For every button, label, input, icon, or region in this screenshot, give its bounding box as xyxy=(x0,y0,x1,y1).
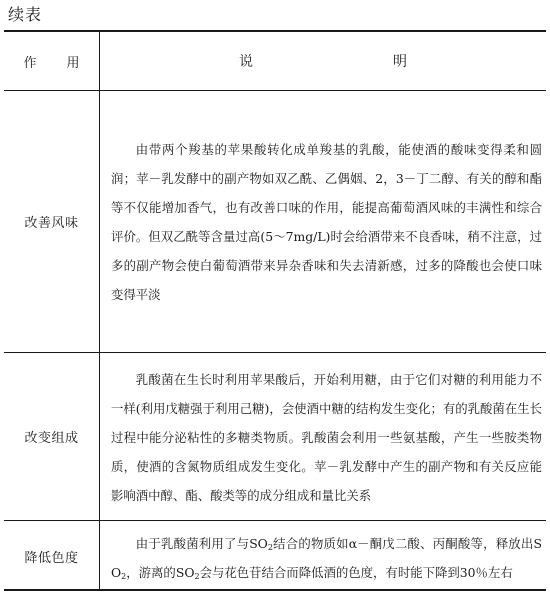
subscript: 2 xyxy=(194,572,200,581)
text-segment: ，游离的SO xyxy=(126,565,195,580)
row-label: 降低色度 xyxy=(24,550,79,566)
text-segment: 会与花色苷结合而降低酒的色度，有时能下降到30％左右 xyxy=(199,565,513,580)
subscript: 2 xyxy=(121,572,127,581)
row-description: 由带两个羧基的苹果酸转化成单羧基的乳酸，能使酒的酸味变得柔和圆润；苹－乳发酵中的副产物如双乙酰、乙偶姻、2，3－丁二醇、有关的醇和酯等不仅能增加香气，也有改善口味的作用，能提高葡萄酒风味的丰满性和综合评价。但双乙酰等含量过高(5～7mg/L)时会给酒带来不良香味，稍不注意，过多的副产物会使白葡萄酒带来异杂香味和失去清新感，过多的降酸也会使口味变得平淡 xyxy=(111,142,542,302)
text-segment: 结合的物质如α－酮戊二酸、丙酮酸等，释放出SO xyxy=(111,536,542,580)
data-table xyxy=(4,30,546,591)
table-row xyxy=(4,520,546,591)
row-label: 改善风味 xyxy=(24,216,79,231)
header-description-char-1: 说 xyxy=(239,54,253,70)
text-segment: 由于乳酸菌利用了与SO xyxy=(135,536,268,551)
header-function-char-1: 作 xyxy=(23,55,37,71)
table-row xyxy=(4,90,546,352)
row-description: 乳酸菌在生长时利用苹果酸后，开始利用糖，由于它们对糖的利用能力不一样(利用戊糖强于利用己糖)，会使酒中糖的结构发生变化；有的乳酸菌在生长过程中能分泌粘性的多糖类物质。乳酸菌会利用一些氨基酸，产生一些胺类物质，使酒的含氮物质组成发生变化。苹－乳发酵中产生的副产物和有关反应能影响酒中醇、酯、酸类等的成分组成和量比关系 xyxy=(111,372,542,503)
table-caption: 续表 xyxy=(8,5,43,24)
header-description-char-2: 明 xyxy=(393,54,407,70)
header-function-char-2: 用 xyxy=(66,55,80,71)
row-label: 改变组成 xyxy=(24,431,79,446)
header-cell-function xyxy=(4,32,99,90)
subscript: 2 xyxy=(267,543,273,552)
header-cell-description xyxy=(100,32,546,90)
table-header-row xyxy=(4,32,546,90)
row-description xyxy=(111,529,542,587)
table-row xyxy=(4,352,546,520)
